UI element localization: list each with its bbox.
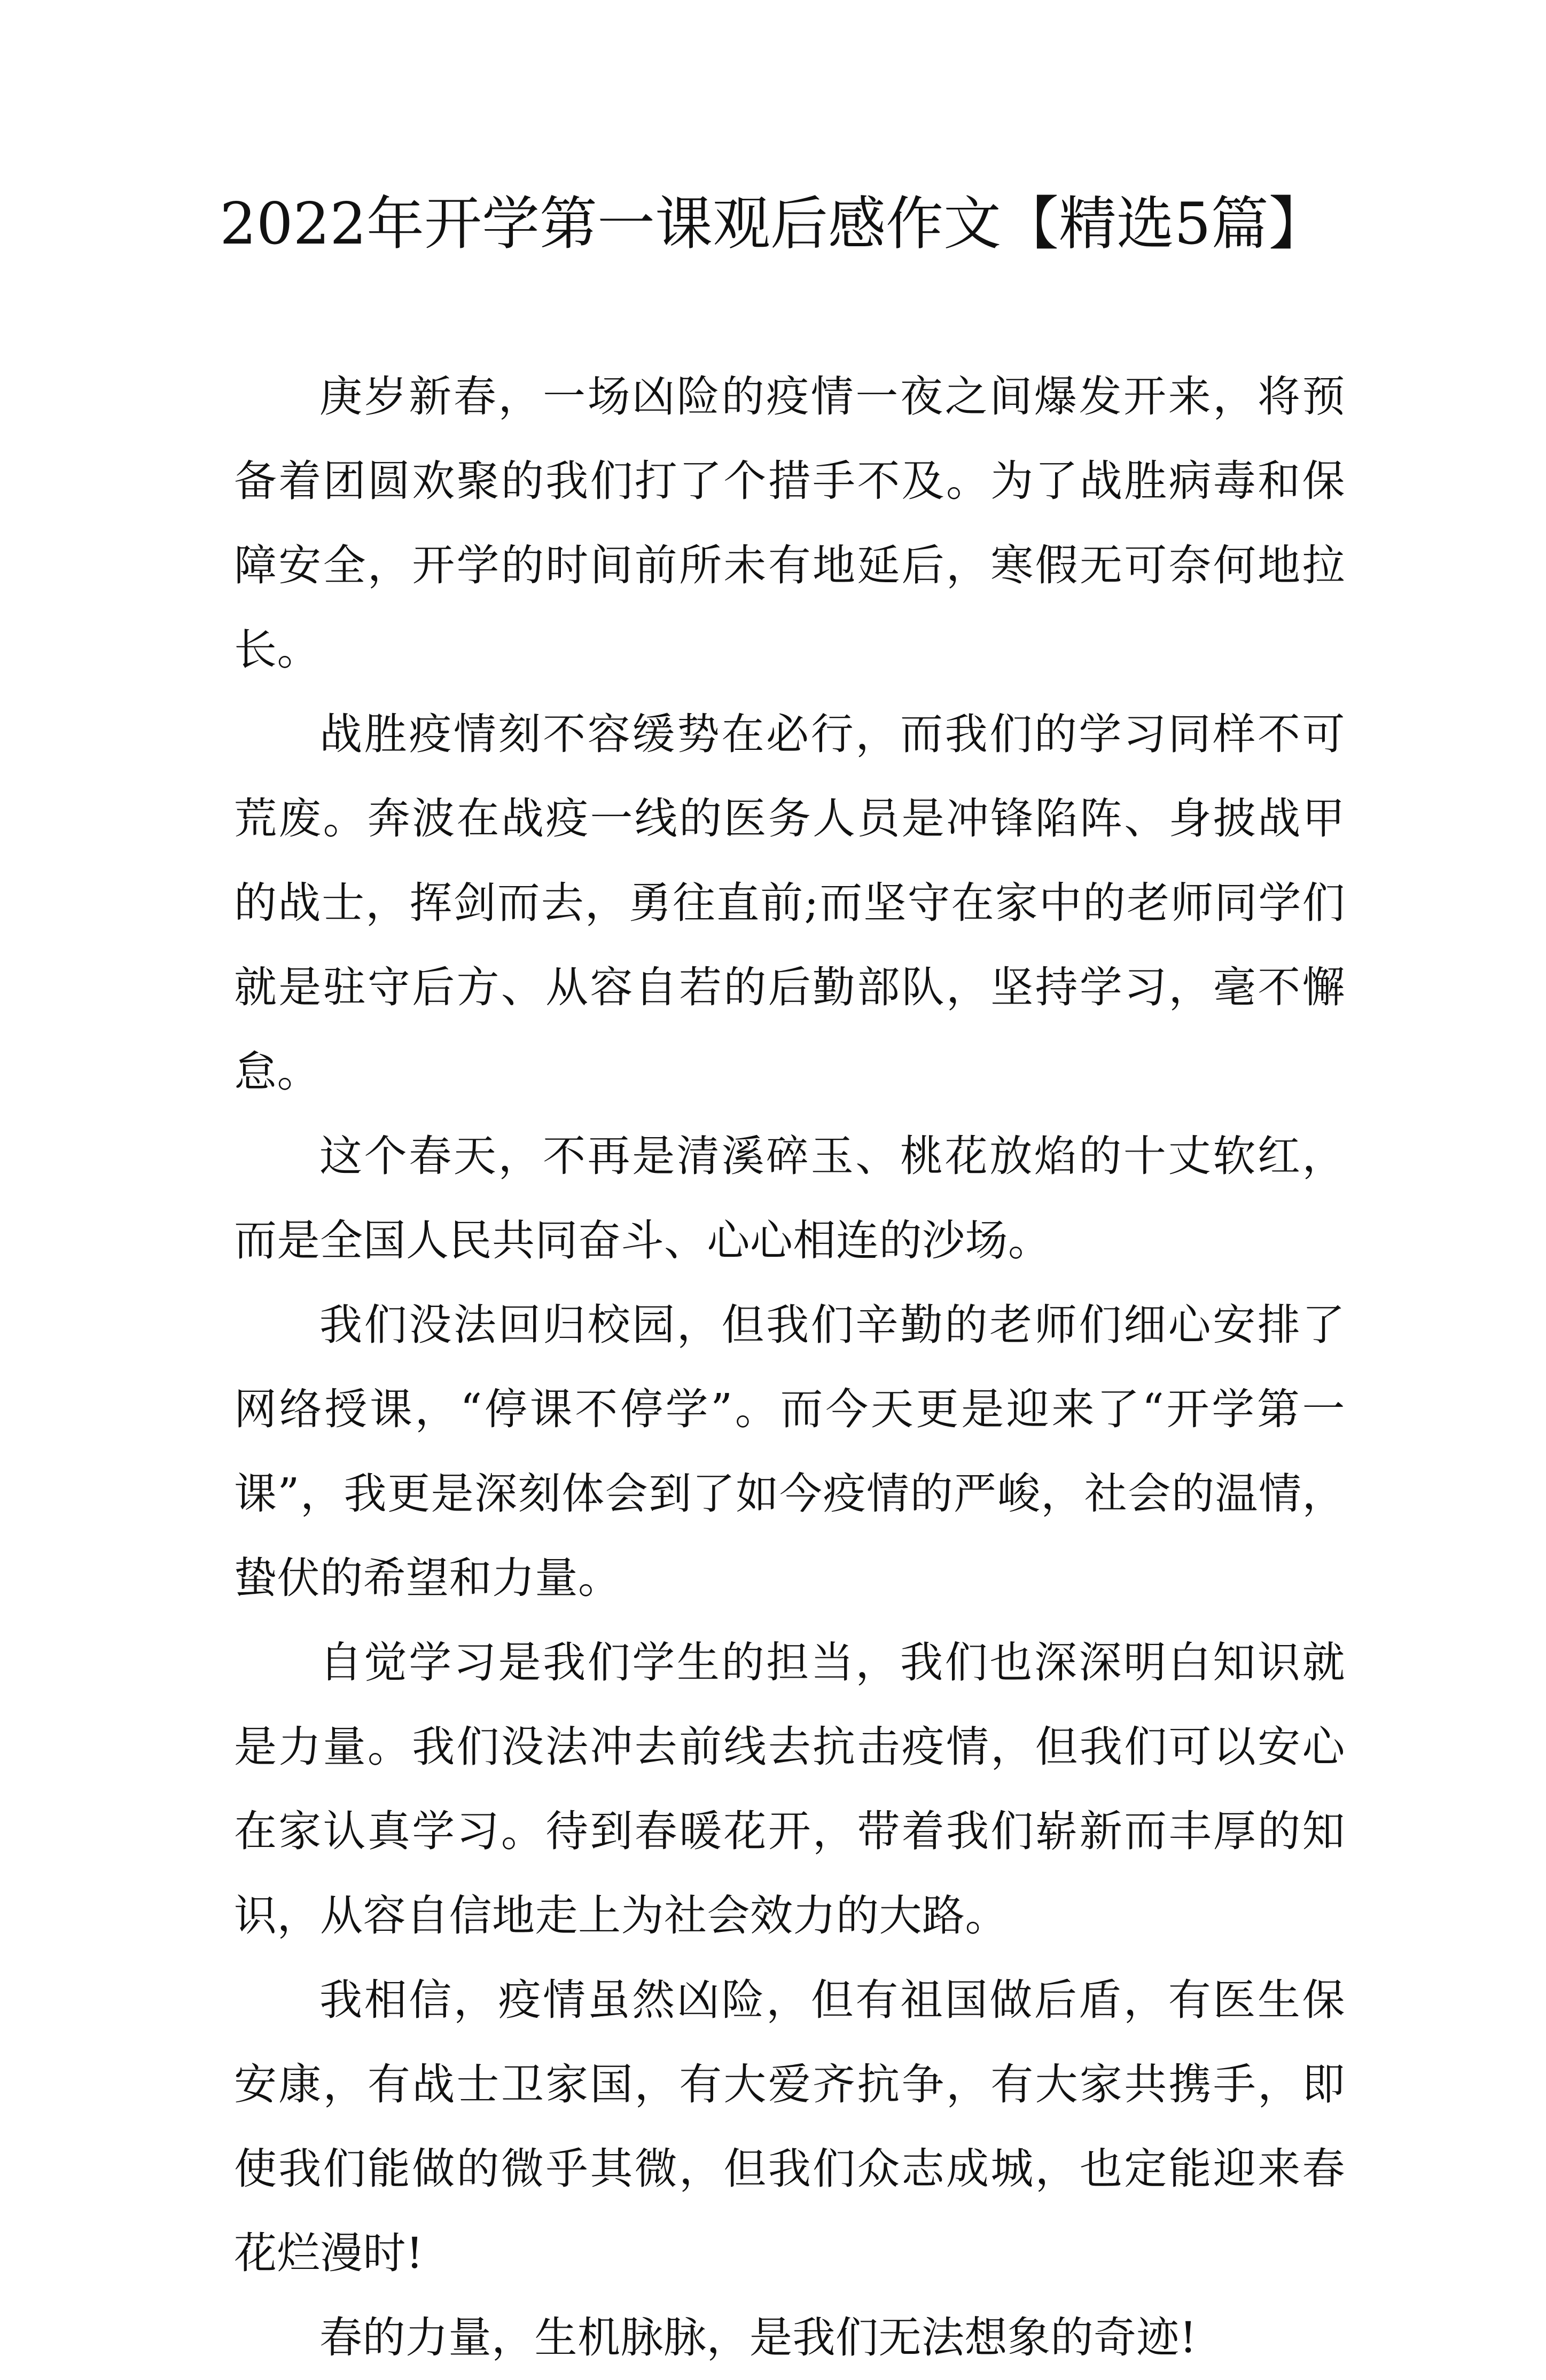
paragraph-1: 庚岁新春，一场凶险的疫情一夜之间爆发开来，将预备着团圆欢聚的我们打了个措手不及。为了战胜病毒和保障安全，开学的时间前所未有地延后，寒假无可奈何地拉长。 (234, 372, 1345, 675)
paragraph-3: 这个春天，不再是清溪碎玉、桃花放焰的十丈软红，而是全国人民共同奋斗、心心相连的沙场。 (234, 1131, 1345, 1265)
paragraph-5: 自觉学习是我们学生的担当，我们也深深明白知识就是力量。我们没法冲去前线去抗击疫情，但我们可以安心在家认真学习。待到春暖花开，带着我们崭新而丰厚的知识，从容自信地走上为社会效力的大路。 (234, 1638, 1345, 1940)
document-title: 2022年开学第一课观后感作文【精选5篇】 (220, 191, 1326, 257)
document-body (234, 355, 1345, 2380)
paragraph-6: 我相信，疫情虽然凶险，但有祖国做后盾，有医生保安康，有战士卫家国，有大爱齐抗争，有大家共携手，即使我们能做的微乎其微，但我们众志成城，也定能迎来春花烂漫时! (234, 1975, 1345, 2278)
paragraph-4: 我们没法回归校园，但我们辛勤的老师们细心安排了网络授课，“停课不停学”。而今天更是迎来了“开学第一课”，我更是深刻体会到了如今疫情的严峻，社会的温情，蛰伏的希望和力量。 (234, 1300, 1345, 1603)
paragraph-7: 春的力量，生机脉脉，是我们无法想象的奇迹! (319, 2313, 1197, 2362)
paragraph-2: 战胜疫情刻不容缓势在必行，而我们的学习同样不可荒废。奔波在战疫一线的医务人员是冲锋陷阵、身披战甲的战士，挥剑而去，勇往直前;而坚守在家中的老师同学们就是驻守后方、从容自若的后勤部队，坚持学习，毫不懈怠。 (234, 709, 1345, 1097)
